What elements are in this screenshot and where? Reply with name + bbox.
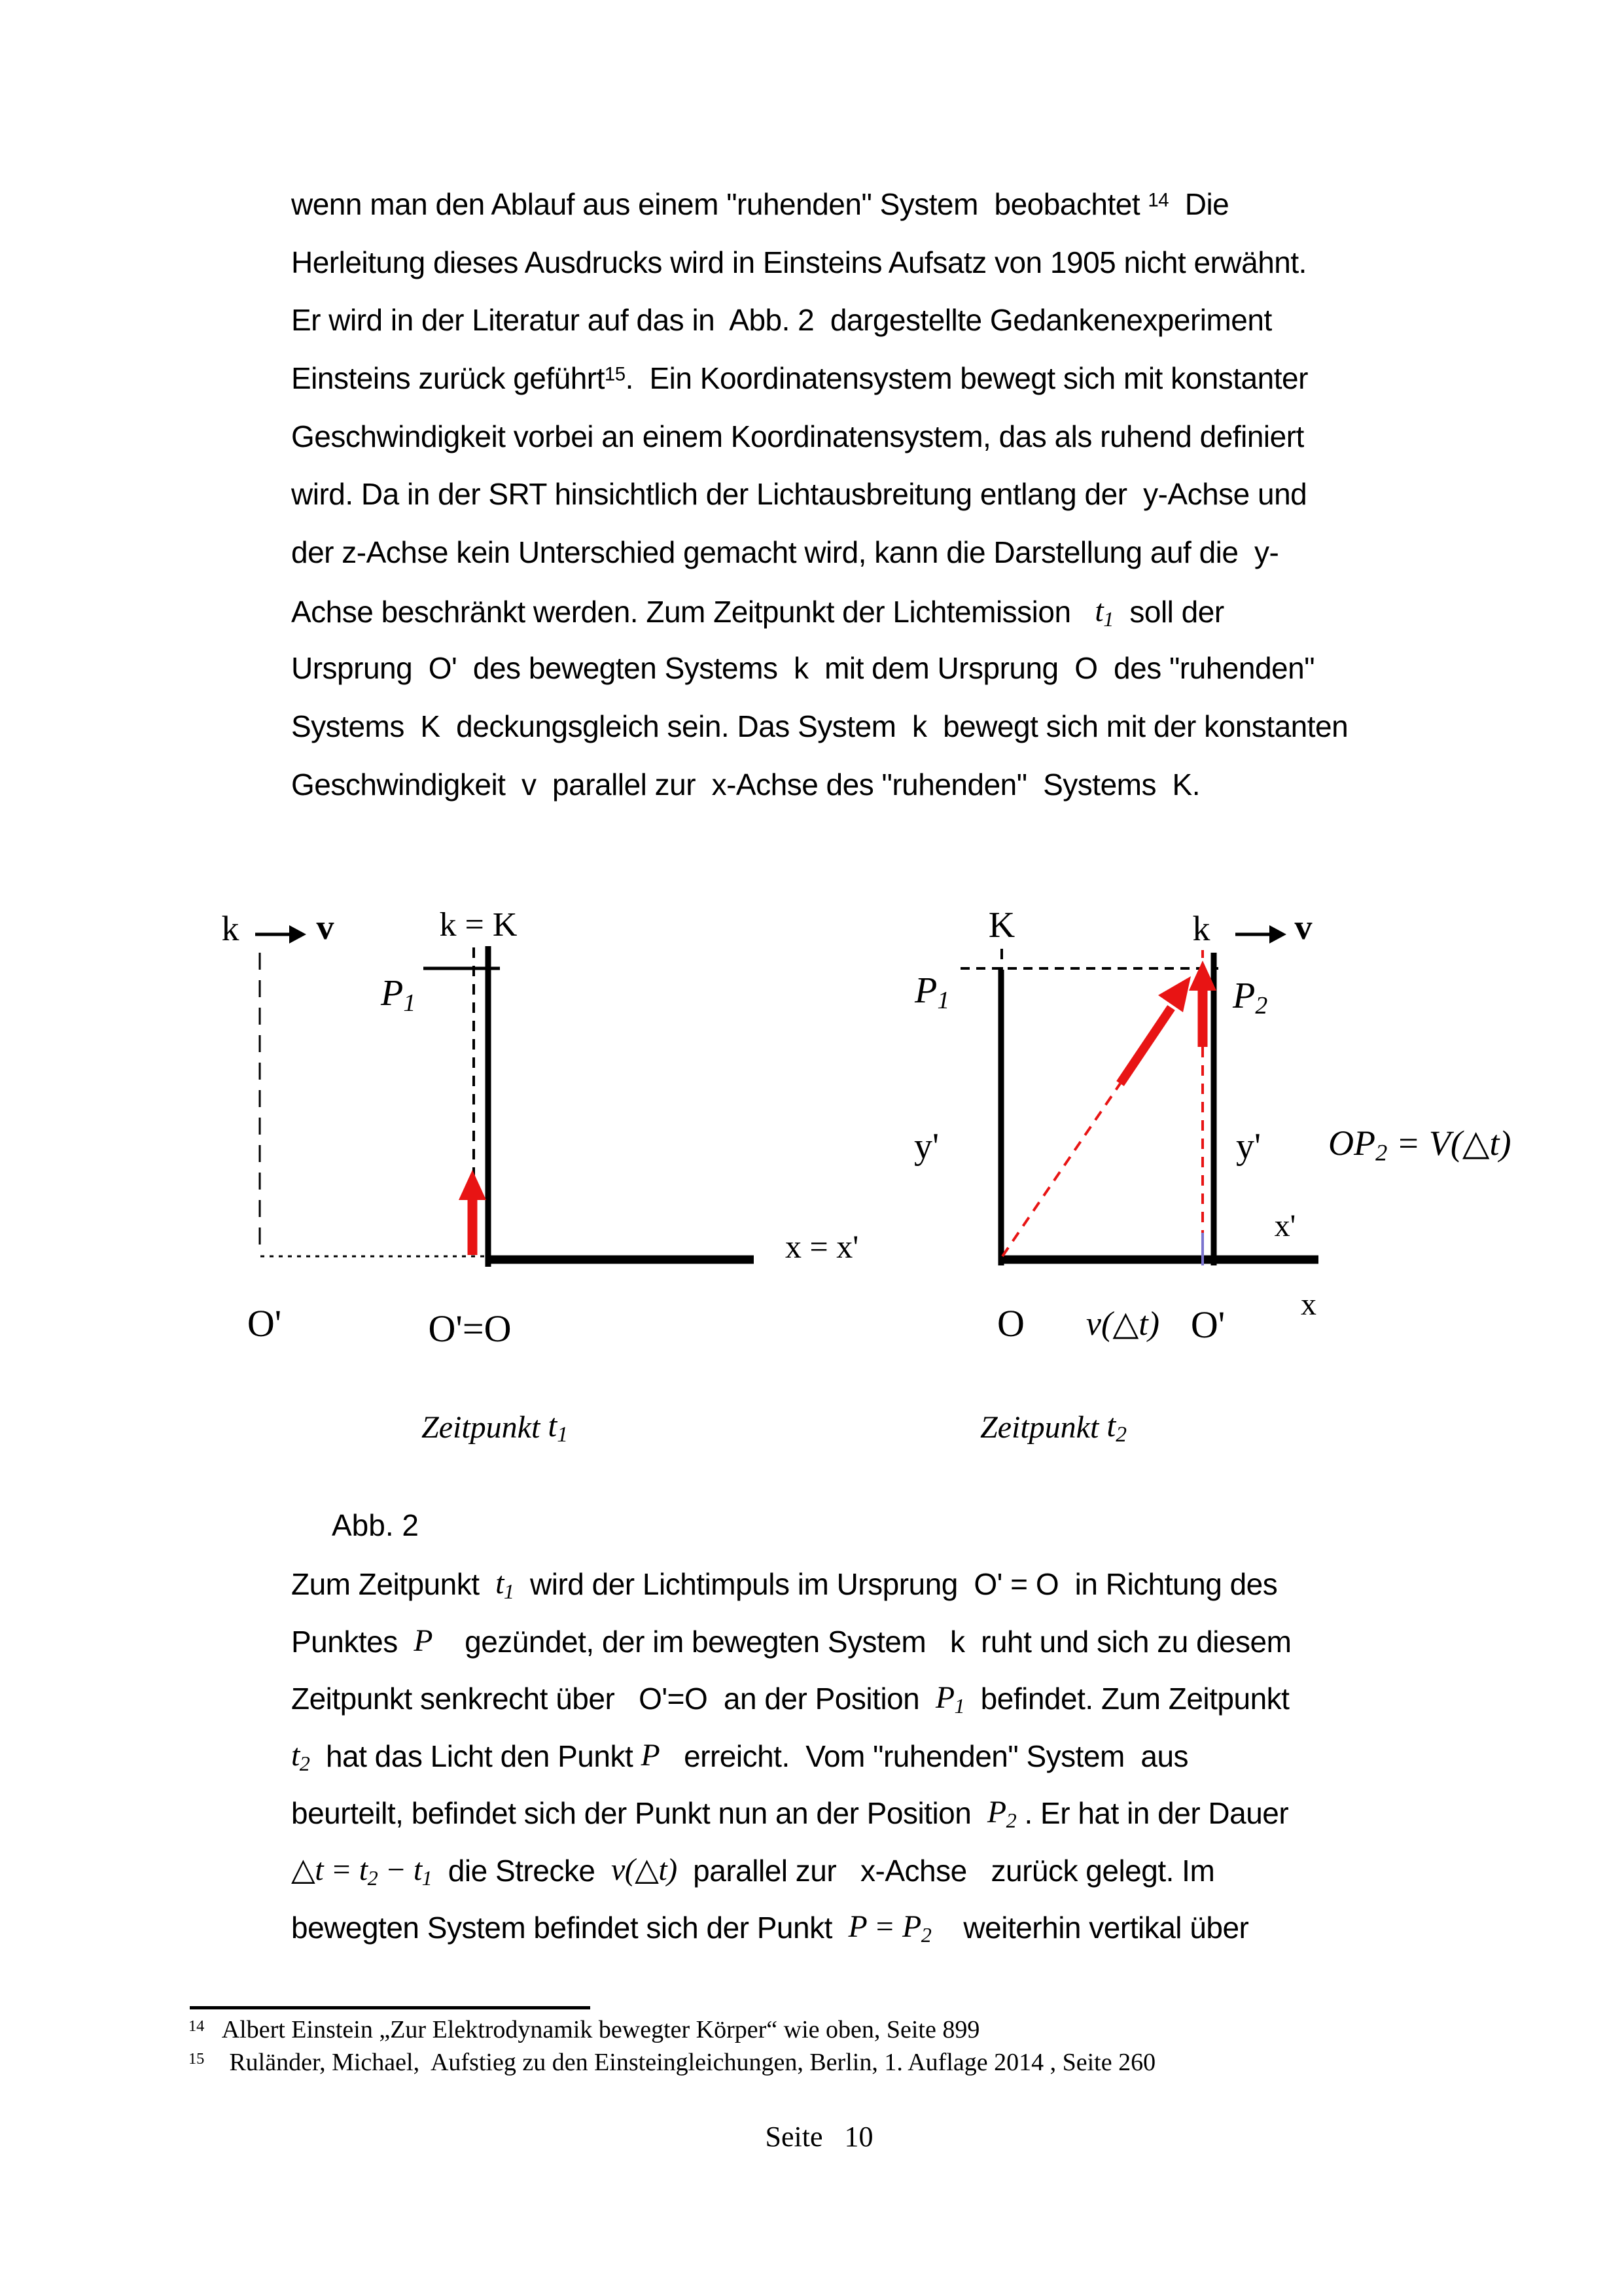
- body-line: bewegten System befindet sich der Punkt P = P2 weiterhin vertikal über: [291, 1909, 1249, 1947]
- body-line: Einsteins zurück geführt$^{15}$. Ein Koordinatensystem bewegt sich mit konstanter: [291, 361, 1308, 395]
- figure-number-label: Abb. 2: [332, 1508, 419, 1542]
- left-p1-label: P1: [381, 973, 416, 1017]
- body-line: Geschwindigkeit vorbei an einem Koordinatensystem, das als ruhend definiert: [291, 419, 1304, 453]
- body-line: wird. Da in der SRT hinsichtlich der Lichtausbreitung entlang der y-Achse und: [291, 477, 1307, 511]
- body-line: Punktes P gezündet, der im bewegten System k ruht und sich zu diesem: [291, 1623, 1292, 1659]
- caption-zeitpunkt-t1: Zeitpunkt t1: [421, 1407, 568, 1447]
- right-y-prime-left-label: y': [913, 1126, 940, 1167]
- right-x-label: x: [1301, 1287, 1316, 1322]
- right-O-prime-label: O': [1190, 1303, 1226, 1346]
- body-line: t2 hat das Licht den Punkt P erreicht. Vom "ruhenden" System aus: [291, 1738, 1189, 1775]
- left-k-equals-K-label: k = K: [439, 906, 518, 944]
- body-line: Systems K deckungsgleich sein. Das System k bewegt sich mit der konstanten: [291, 709, 1349, 743]
- left-origin-coincide-label: O'=O: [428, 1307, 512, 1350]
- caption-zeitpunkt-t2: Zeitpunkt t2: [980, 1407, 1127, 1447]
- right-diagram: [961, 925, 1318, 1265]
- right-x-prime-label: x': [1274, 1209, 1296, 1243]
- left-diagram: [255, 925, 754, 1267]
- body-line: Herleitung dieses Ausdrucks wird in Einsteins Aufsatz von 1905 nicht erwähnt.: [291, 245, 1307, 279]
- diagonal-light-arrowhead: [1158, 976, 1191, 1012]
- left-x-axis-label: x = x': [785, 1228, 859, 1265]
- footnote-15: $^{15}$ Ruländer, Michael, Aufstieg zu den Einsteingleichungen, Berlin, 1. Auflage 2014 , Seite 260: [188, 2049, 1156, 2076]
- left-velocity-v-label: v: [316, 908, 334, 947]
- diagonal-red-dashed-line: [1002, 1084, 1120, 1256]
- footnote-14: $^{14}$ Albert Einstein „Zur Elektrodynamik bewegter Körper“ wie oben, Seite 899: [188, 2016, 980, 2043]
- right-velocity-v-label: v: [1294, 908, 1313, 947]
- body-line: Zeitpunkt senkrecht über O'=O an der Position P1 befindet. Zum Zeitpunkt: [291, 1680, 1290, 1718]
- op2-formula-label: OP2 = V(△t): [1328, 1123, 1511, 1166]
- body-line: der z-Achse kein Unterschied gemacht wird, kann die Darstellung auf die y-: [291, 535, 1279, 569]
- right-v-delta-t-label: v(△t): [1086, 1305, 1160, 1343]
- diagonal-light-arrow-body: [1120, 1008, 1171, 1084]
- page-number: Seite 10: [765, 2121, 874, 2153]
- body-line: Achse beschränkt werden. Zum Zeitpunkt der Lichtemission t1 soll der: [291, 593, 1224, 631]
- right-y-prime-right-label: y': [1235, 1126, 1262, 1167]
- left-origin-O-prime-label: O': [247, 1302, 282, 1345]
- body-line: Er wird in der Literatur auf das in Abb. 2 dargestellte Gedankenexperiment: [291, 303, 1272, 337]
- body-line: beurteilt, befindet sich der Punkt nun an der Position P2 . Er hat in der Dauer: [291, 1795, 1289, 1832]
- body-line: Zum Zeitpunkt t1 wird der Lichtimpuls im Ursprung O' = O in Richtung des: [291, 1566, 1278, 1603]
- velocity-arrowhead-icon: [1269, 925, 1286, 944]
- body-line: wenn man den Ablauf aus einem "ruhenden" System beobachtet $^{14}$ Die: [291, 187, 1229, 221]
- body-line: △t = t2 − t1 die Strecke v(△t) parallel zur x-Achse zurück gelegt. Im: [291, 1852, 1215, 1890]
- left-frame-k-label: k: [221, 909, 239, 948]
- right-frame-K-label: K: [988, 905, 1015, 945]
- right-p2-label: P2: [1233, 976, 1268, 1019]
- velocity-arrowhead-icon: [289, 925, 306, 944]
- light-pulse-arrowhead: [459, 1170, 486, 1200]
- right-origin-O-label: O: [997, 1302, 1025, 1345]
- right-frame-k-label: k: [1192, 909, 1210, 948]
- body-line: Ursprung O' des bewegten Systems k mit dem Ursprung O des "ruhenden": [291, 651, 1315, 685]
- body-line: Geschwindigkeit v parallel zur x-Achse des "ruhenden" Systems K.: [291, 768, 1201, 802]
- right-p1-label: P1: [915, 970, 950, 1014]
- footnote-separator: [190, 2006, 590, 2009]
